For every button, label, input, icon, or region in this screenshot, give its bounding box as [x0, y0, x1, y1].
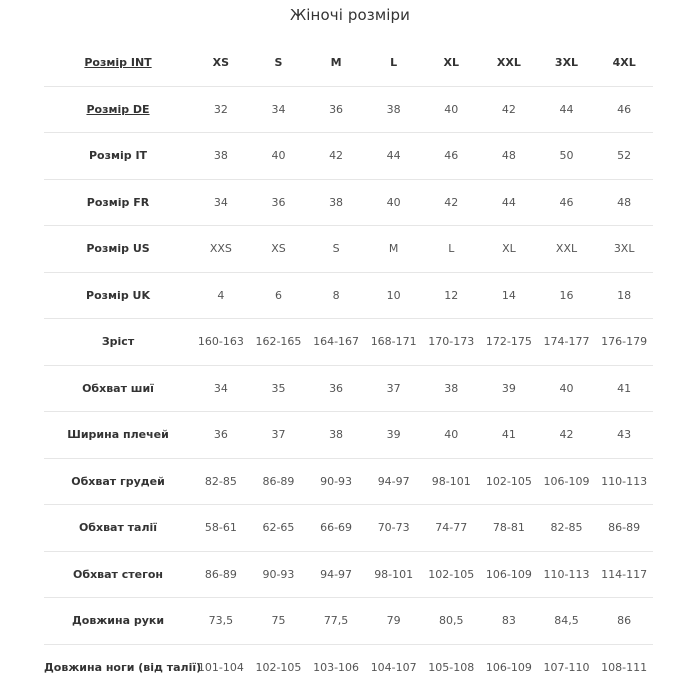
- table-cell: 160-163: [192, 319, 250, 366]
- table-cell: 4: [192, 272, 250, 319]
- table-cell: 37: [365, 365, 423, 412]
- table-cell: 36: [307, 86, 365, 133]
- table-cell: 39: [480, 365, 538, 412]
- table-cell: M: [307, 40, 365, 86]
- row-label: Розмір US: [44, 226, 192, 273]
- table-cell: 162-165: [250, 319, 308, 366]
- table-row: [44, 40, 653, 86]
- table-cell: 34: [192, 365, 250, 412]
- table-cell: 77,5: [307, 598, 365, 645]
- table-cell: 44: [480, 179, 538, 226]
- table-row: [44, 86, 653, 133]
- table-cell: 79: [365, 598, 423, 645]
- table-cell: 106-109: [538, 458, 596, 505]
- table-cell: 10: [365, 272, 423, 319]
- table-row: [44, 365, 653, 412]
- table-cell: 83: [480, 598, 538, 645]
- table-cell: 176-179: [595, 319, 653, 366]
- table-cell: 102-105: [480, 458, 538, 505]
- size-table: [44, 40, 653, 690]
- table-cell: 18: [595, 272, 653, 319]
- table-cell: 174-177: [538, 319, 596, 366]
- table-cell: 108-111: [601, 660, 648, 674]
- table-cell: 39: [365, 412, 423, 459]
- table-cell: 170-173: [422, 319, 480, 366]
- table-cell: 82-85: [192, 458, 250, 505]
- table-cell: 3XL: [595, 226, 653, 273]
- table-row: [44, 272, 653, 319]
- table-cell: 86-89: [250, 458, 308, 505]
- row-label-link[interactable]: Розмір INT: [44, 40, 192, 86]
- table-cell: 36: [192, 412, 250, 459]
- table-cell: 42: [422, 179, 480, 226]
- table-cell: 98-101: [365, 551, 423, 598]
- table-cell: 38: [307, 179, 365, 226]
- table-cell: 86: [595, 598, 653, 645]
- table-cell: 101-104: [197, 660, 244, 674]
- table-cell: 106-109: [485, 660, 532, 674]
- table-cell: 4XL: [595, 40, 653, 86]
- table-cell: 90-93: [250, 551, 308, 598]
- table-cell: 70-73: [365, 505, 423, 552]
- table-cell: 14: [480, 272, 538, 319]
- table-cell: 86-89: [192, 551, 250, 598]
- table-cell: 80,5: [422, 598, 480, 645]
- table-cell: 46: [422, 133, 480, 180]
- table-cell: 40: [250, 133, 308, 180]
- table-row: [44, 133, 653, 180]
- row-label: Обхват талії: [44, 505, 192, 552]
- table-cell: 44: [538, 86, 596, 133]
- table-cell: 8: [307, 272, 365, 319]
- table-cell: 98-101: [422, 458, 480, 505]
- row-label: Розмір IT: [44, 133, 192, 180]
- table-cell: 34: [192, 179, 250, 226]
- table-cell: 103-106: [313, 660, 360, 674]
- table-cell: 35: [250, 365, 308, 412]
- table-cell: 114-117: [595, 551, 653, 598]
- table-cell: 164-167: [307, 319, 365, 366]
- table-cell: 37: [250, 412, 308, 459]
- table-row: [44, 551, 653, 598]
- table-cell: 102-105: [255, 660, 302, 674]
- table-cell: 107-110: [543, 660, 590, 674]
- table-cell: 172-175: [480, 319, 538, 366]
- table-cell: 43: [595, 412, 653, 459]
- table-cell: S: [250, 40, 308, 86]
- table-cell: 75: [250, 598, 308, 645]
- table-cell: 42: [480, 86, 538, 133]
- table-cell: 48: [595, 179, 653, 226]
- row-label: Розмір FR: [44, 179, 192, 226]
- table-cell: 104-107: [370, 660, 417, 674]
- table-cell: 73,5: [192, 598, 250, 645]
- table-cell: XS: [250, 226, 308, 273]
- table-row: [44, 644, 653, 690]
- table-cell: 105-108: [428, 660, 475, 674]
- table-cell: 82-85: [538, 505, 596, 552]
- table-cell: 3XL: [538, 40, 596, 86]
- row-label: Довжина ноги (від талії): [44, 660, 202, 674]
- row-label: Зріст: [44, 319, 192, 366]
- table-cell: 168-171: [365, 319, 423, 366]
- table-row: [44, 505, 653, 552]
- table-cell: 78-81: [480, 505, 538, 552]
- page-title: Жіночі розміри: [290, 6, 410, 24]
- table-cell: 6: [250, 272, 308, 319]
- table-cell: 32: [192, 86, 250, 133]
- table-cell: 42: [307, 133, 365, 180]
- table-cell: 58-61: [192, 505, 250, 552]
- table-cell: 84,5: [538, 598, 596, 645]
- row-label: Ширина плечей: [44, 412, 192, 459]
- table-cell: L: [422, 226, 480, 273]
- size-table-body: [44, 40, 653, 690]
- row-label: Обхват грудей: [44, 458, 192, 505]
- table-cell: 40: [365, 179, 423, 226]
- table-cell: 74-77: [422, 505, 480, 552]
- table-row: [44, 412, 653, 459]
- table-row: [44, 458, 653, 505]
- table-cell: 44: [365, 133, 423, 180]
- table-cell: XL: [422, 40, 480, 86]
- row-label: Обхват стегон: [44, 551, 192, 598]
- table-cell: M: [365, 226, 423, 273]
- table-cell: 38: [192, 133, 250, 180]
- row-label: Розмір UK: [44, 272, 192, 319]
- table-cell: 41: [595, 365, 653, 412]
- table-cell: 46: [595, 86, 653, 133]
- table-row: [44, 598, 653, 645]
- table-cell: 110-113: [595, 458, 653, 505]
- table-cell: 40: [422, 86, 480, 133]
- table-row: [44, 179, 653, 226]
- table-cell: XXL: [538, 226, 596, 273]
- table-cell: 106-109: [480, 551, 538, 598]
- table-row: [44, 226, 653, 273]
- table-cell: XXS: [192, 226, 250, 273]
- table-cell: 90-93: [307, 458, 365, 505]
- table-cell: 38: [422, 365, 480, 412]
- table-cell: 102-105: [422, 551, 480, 598]
- row-label: Обхват шиї: [44, 365, 192, 412]
- table-cell: 36: [250, 179, 308, 226]
- table-cell: XS: [192, 40, 250, 86]
- row-label-link[interactable]: Розмір DE: [44, 86, 192, 133]
- table-cell: 66-69: [307, 505, 365, 552]
- table-cell: XXL: [480, 40, 538, 86]
- table-cell: 50: [538, 133, 596, 180]
- table-cell: 38: [365, 86, 423, 133]
- table-cell: 110-113: [538, 551, 596, 598]
- table-cell: 94-97: [307, 551, 365, 598]
- table-cell: 40: [538, 365, 596, 412]
- table-cell: 36: [307, 365, 365, 412]
- table-cell: 46: [538, 179, 596, 226]
- table-cell: 16: [538, 272, 596, 319]
- table-cell: 12: [422, 272, 480, 319]
- row-label: Довжина руки: [44, 598, 192, 645]
- table-cell: 52: [595, 133, 653, 180]
- table-cell: 48: [480, 133, 538, 180]
- table-cell: 38: [307, 412, 365, 459]
- table-cell: S: [307, 226, 365, 273]
- table-cell: XL: [480, 226, 538, 273]
- table-cell: 42: [538, 412, 596, 459]
- table-cell: 62-65: [250, 505, 308, 552]
- table-cell: 34: [250, 86, 308, 133]
- table-cell: L: [365, 40, 423, 86]
- table-cell: 41: [480, 412, 538, 459]
- table-cell: 40: [422, 412, 480, 459]
- table-cell: 86-89: [595, 505, 653, 552]
- table-cell: 94-97: [365, 458, 423, 505]
- table-row: [44, 319, 653, 366]
